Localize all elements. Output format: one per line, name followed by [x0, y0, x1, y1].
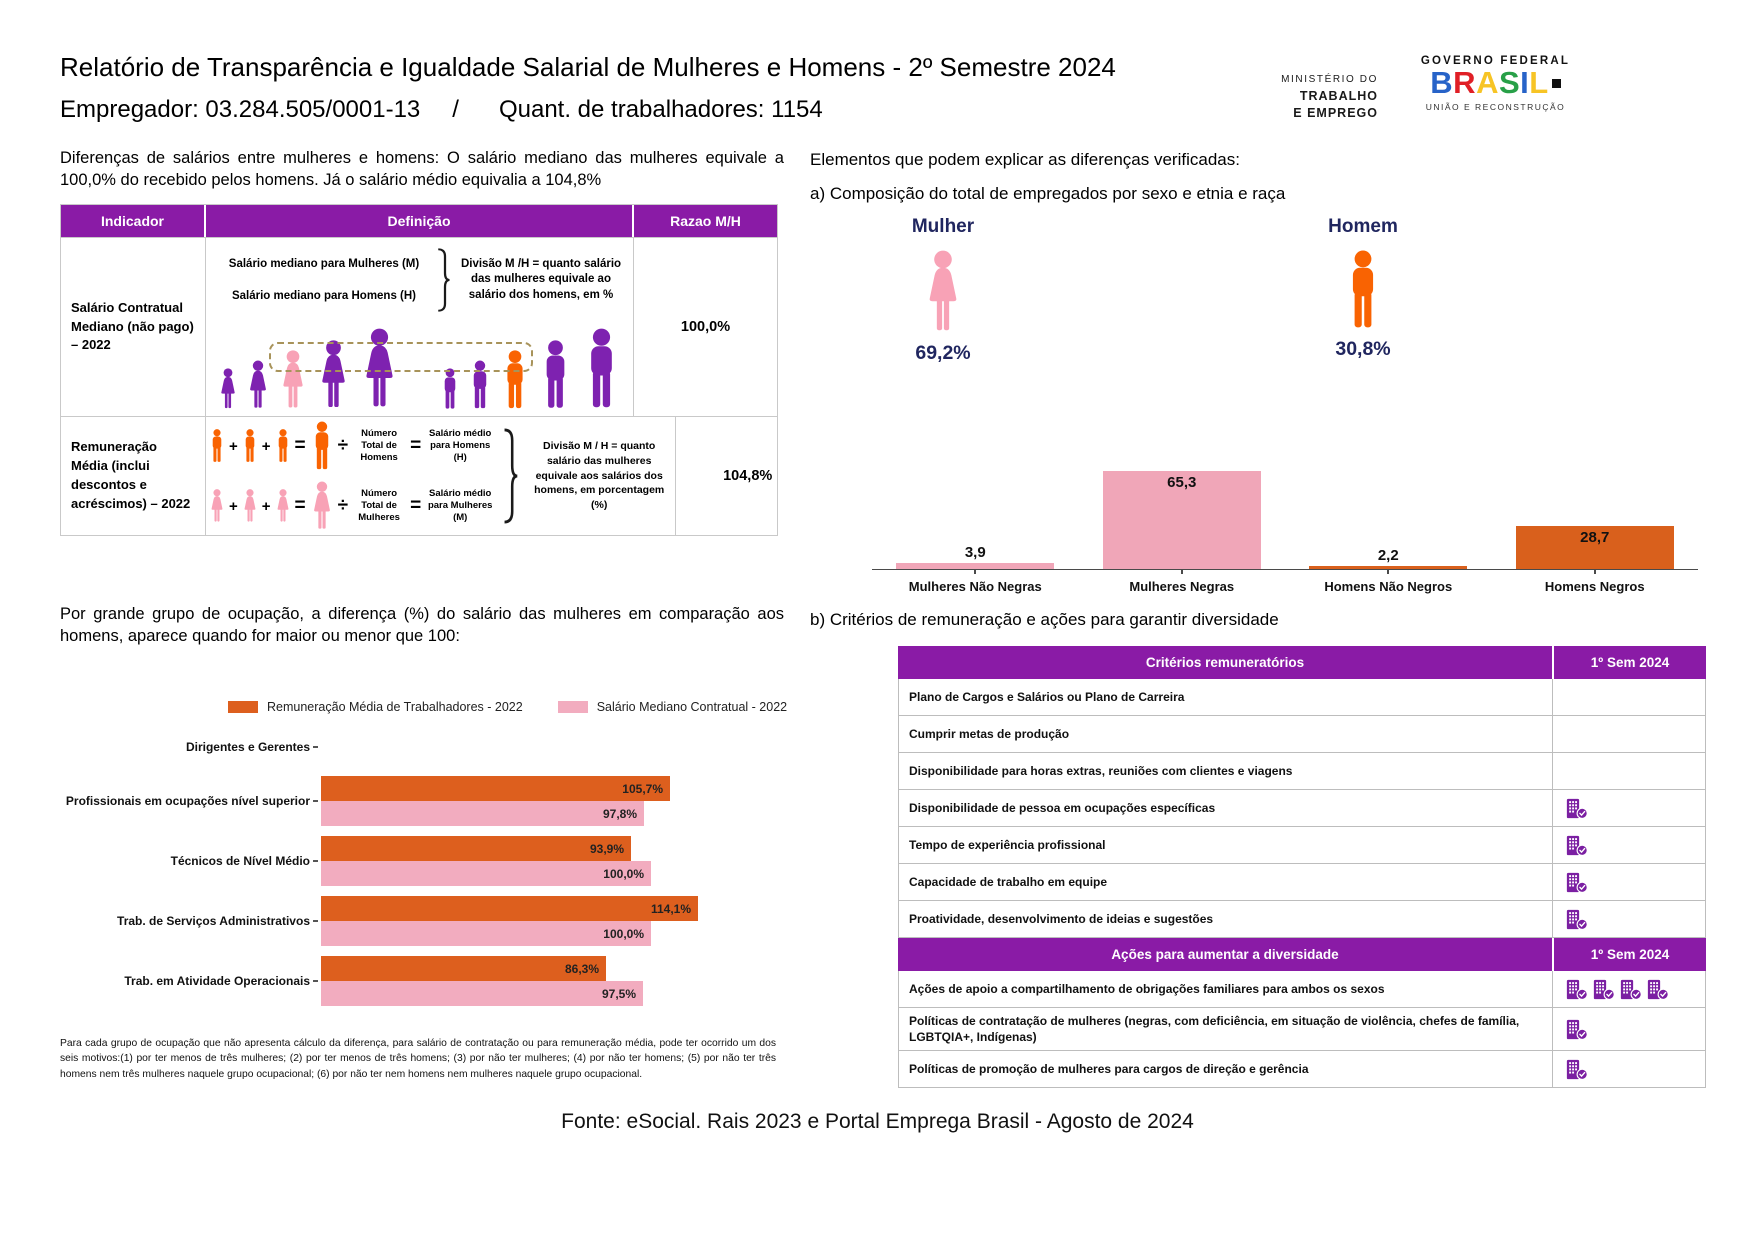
axis-tick — [313, 920, 318, 922]
col-razao: Razao M/H — [670, 213, 741, 229]
bar-value-label: 97,5% — [601, 986, 636, 1001]
criteria-row — [898, 901, 1706, 938]
razao-median-value: 100,0% — [680, 319, 731, 335]
company-check-icon — [1565, 1019, 1588, 1040]
criteria-label: Proatividade, desenvolvimento de ideias e sugestões — [899, 901, 1553, 937]
ethnic-bar-area — [872, 430, 1079, 570]
median-women-label: Salário mediano para Mulheres (M) — [228, 258, 420, 270]
male-icon — [537, 340, 574, 410]
ethnic-bar — [1309, 566, 1467, 569]
axis-tick — [313, 746, 318, 748]
homem-percentage: 30,8% — [1335, 338, 1391, 360]
table-row — [61, 416, 777, 535]
ethnic-bar-area — [1285, 430, 1492, 570]
ethnic-column — [872, 430, 1079, 594]
criteria-check-cell — [1553, 827, 1705, 863]
criteria-check-cell — [1553, 753, 1705, 789]
company-check-icon — [1619, 979, 1642, 1000]
criteria-check-cell — [1553, 716, 1705, 752]
ministry-line: TRABALHO — [1299, 89, 1378, 103]
occupation-row — [60, 956, 782, 1006]
axis-tick — [1181, 570, 1183, 574]
criteria-label: Plano de Cargos e Salários ou Plano de Carreira — [899, 679, 1553, 715]
median-highlight-box — [269, 342, 533, 372]
definition-cell — [206, 238, 634, 416]
equals-sign: = — [410, 495, 422, 516]
male-icon — [309, 421, 335, 471]
elements-title: Elementos que podem explicar as diferenças verificadas: — [810, 150, 1240, 169]
female-icon — [245, 360, 271, 410]
ethnic-column — [1492, 430, 1699, 594]
equals-sign: = — [294, 435, 306, 456]
female-icon — [241, 489, 259, 523]
occupation-bars — [321, 896, 698, 946]
brand-letter: R — [1453, 65, 1477, 100]
female-icon — [309, 481, 335, 531]
male-icon — [1342, 250, 1384, 330]
source-line: Fonte: eSocial. Rais 2023 e Portal Emprega Brasil - Agosto de 2024 — [561, 1110, 1194, 1133]
occupation-category-label: Trab. de Serviços Administrativos — [117, 914, 310, 928]
criteria-row — [898, 864, 1706, 901]
occupation-row — [60, 836, 782, 886]
criteria-title: b) Critérios de remuneração e ações para garantir diversidade — [810, 610, 1279, 629]
ethnic-category-label: Mulheres Negras — [1129, 579, 1235, 594]
plus-sign: + — [261, 437, 271, 455]
female-icon — [921, 250, 965, 334]
bar-value-label: 3,9 — [964, 544, 986, 561]
company-check-icon — [1565, 835, 1588, 856]
bar-salario-mediano — [321, 921, 651, 946]
indicator-name: Salário Contratual Mediano (não pago) – 2022 — [61, 238, 206, 416]
definition-cell — [206, 417, 676, 535]
axis-tick — [313, 980, 318, 982]
brand-letter: A — [1476, 65, 1499, 100]
brace-icon — [436, 248, 451, 312]
equals-sign: = — [294, 495, 306, 516]
bar-remuneracao-media — [321, 956, 606, 981]
plus-sign: + — [261, 497, 271, 515]
criteria-check-cell — [1553, 1051, 1705, 1087]
axis-tick — [313, 800, 318, 802]
bar-value-label: 93,9% — [589, 841, 624, 856]
bar-remuneracao-media — [321, 776, 670, 801]
company-check-icon — [1565, 979, 1588, 1000]
homem-label: Homem — [1328, 216, 1398, 237]
legend-label: Remuneração Média de Trabalhadores - 2022 — [267, 700, 523, 714]
criteria-row — [898, 679, 1706, 716]
bar-remuneracao-media — [321, 896, 698, 921]
criteria-label: Ações de apoio a compartilhamento de obrigações familiares para ambos os sexos — [899, 971, 1553, 1007]
actions-header-period: 1º Sem 2024 — [1590, 947, 1670, 962]
ethnic-column — [1285, 430, 1492, 594]
male-icon — [274, 429, 292, 463]
criteria-check-cell — [1553, 790, 1705, 826]
bar-value-label: 86,3% — [564, 961, 599, 976]
actions-header-row — [898, 938, 1706, 971]
composition-title: a) Composição do total de empregados por sexo e etnia e raça — [810, 184, 1286, 203]
ethnic-category-label: Homens Negros — [1544, 579, 1645, 594]
brand-letter: I — [1520, 65, 1530, 100]
separator: / — [452, 96, 459, 123]
ethnic-bar — [1516, 526, 1674, 569]
plus-sign: + — [229, 497, 238, 515]
criteria-header-period: 1º Sem 2024 — [1590, 655, 1670, 670]
axis-tick — [1387, 570, 1389, 574]
division-explainer: Divisão M / H = quanto salário das mulheres equivale aos salários dos homens, em porcentagem (%) — [534, 440, 665, 512]
criteria-label: Disponibilidade para horas extras, reuniões com clientes e viagens — [899, 753, 1553, 789]
legend-label: Salário Mediano Contratual - 2022 — [596, 700, 788, 714]
brand-letter: S — [1498, 65, 1521, 100]
company-check-icon — [1565, 1059, 1588, 1080]
criteria-row — [898, 1051, 1706, 1088]
female-icon — [217, 368, 239, 410]
bar-value-label: 100,0% — [603, 866, 644, 881]
female-icon — [208, 489, 226, 523]
indicator-table — [60, 204, 778, 536]
brand-letter: L — [1529, 65, 1549, 100]
workers-count: Quant. de trabalhadores: 1154 — [498, 96, 823, 123]
equals-sign: = — [410, 435, 422, 456]
occupation-row — [60, 776, 782, 826]
razao-average-value: 104,8% — [723, 468, 773, 484]
occupation-row — [60, 896, 782, 946]
men-average-formula — [208, 421, 496, 471]
mulher-group — [858, 216, 1028, 365]
employer-value: Empregador: 03.284.505/0001-13 — [60, 96, 421, 123]
actions-header-label: Ações para aumentar a diversidade — [898, 938, 1554, 971]
occupation-row — [60, 736, 782, 758]
occupation-category-label: Técnicos de Nível Médio — [170, 854, 310, 868]
company-check-icon — [1565, 872, 1588, 893]
men-total-label: Número Total de Homens — [360, 428, 398, 463]
salary-difference-summary: Diferenças de salários entre mulheres e homens: O salário mediano das mulheres equivale a 100,0% do recebido pelos homens. Já o salário médio equivalia a 104,8% — [60, 149, 784, 189]
bar-value-label: 65,3 — [1167, 474, 1197, 491]
gov-brasil-wordmark — [1398, 67, 1593, 100]
criteria-row — [898, 753, 1706, 790]
bar-value-label: 2,2 — [1377, 547, 1399, 564]
occupation-bars — [321, 836, 651, 886]
criteria-row — [898, 716, 1706, 753]
criteria-check-cell — [1553, 1008, 1705, 1050]
occupation-bars — [321, 956, 643, 1006]
bar-salario-mediano — [321, 981, 643, 1006]
bar-value-label: 100,0% — [603, 926, 644, 941]
bar-value-label: 28,7 — [1580, 529, 1610, 546]
criteria-row — [898, 790, 1706, 827]
brand-square — [1552, 79, 1561, 88]
employer-line — [60, 96, 823, 124]
criteria-label: Políticas de contratação de mulheres (negras, com deficiência, em situação de violência, chefes de família, LGBTQIA+, Indígenas) — [899, 1008, 1553, 1050]
indicator-name: Remuneração Média (inclui descontos e acréscimos) – 2022 — [61, 417, 206, 535]
bar-salario-mediano — [321, 801, 644, 826]
brand-letter: B — [1430, 65, 1454, 100]
company-check-icon — [1592, 979, 1615, 1000]
axis-tick — [974, 570, 976, 574]
women-average-label: Salário médio para Mulheres (M) — [427, 488, 493, 523]
criteria-label: Políticas de promoção de mulheres para cargos de direção e gerência — [899, 1051, 1553, 1087]
gov-bottom-label: UNIÃO E RECONSTRUÇÃO — [1425, 101, 1566, 112]
median-men-label: Salário mediano para Homens (H) — [231, 290, 417, 302]
male-icon — [208, 429, 226, 463]
criteria-row — [898, 971, 1706, 1008]
axis-tick — [313, 860, 318, 862]
criteria-label: Cumprir metas de produção — [899, 716, 1553, 752]
ethnic-category-label: Homens Não Negros — [1324, 579, 1453, 594]
company-check-icon — [1565, 798, 1588, 819]
bar-remuneracao-media — [321, 836, 631, 861]
population-illustration — [217, 318, 623, 410]
occupation-category-label: Dirigentes e Gerentes — [185, 740, 310, 754]
ethnic-bar — [1103, 471, 1261, 569]
criteria-table — [898, 646, 1706, 1088]
division-explainer: Divisão M /H = quanto salário das mulheres equivale ao salário dos homens, em % — [460, 257, 622, 301]
criteria-label: Tempo de experiência profissional — [899, 827, 1553, 863]
company-check-icon — [1565, 909, 1588, 930]
bar-value-label: 114,1% — [650, 901, 691, 916]
women-total-label: Número Total de Mulheres — [358, 488, 400, 523]
criteria-row — [898, 827, 1706, 864]
divide-sign: ÷ — [337, 435, 349, 456]
bar-salario-mediano — [321, 861, 651, 886]
occupation-category-label: Trab. em Atividade Operacionais — [124, 974, 310, 988]
male-icon — [439, 368, 461, 410]
men-average-label: Salário médio para Homens (H) — [429, 428, 492, 463]
ethnic-column — [1079, 430, 1286, 594]
plus-sign: + — [229, 437, 238, 455]
criteria-row — [898, 1008, 1706, 1051]
divide-sign: ÷ — [337, 495, 349, 516]
col-definicao: Definição — [206, 205, 634, 237]
criteria-header-row — [898, 646, 1706, 679]
occupation-chart-title: Por grande grupo de ocupação, a diferença (%) do salário das mulheres em comparação aos homens, aparece quando for maior ou menor que 100: — [60, 605, 784, 645]
col-indicador: Indicador — [61, 205, 206, 237]
female-icon — [274, 489, 292, 523]
ethnic-bar — [896, 563, 1054, 569]
male-icon — [241, 429, 259, 463]
occupation-bars — [321, 776, 670, 826]
ethnic-category-label: Mulheres Não Negras — [908, 579, 1042, 594]
criteria-check-cell — [1553, 679, 1705, 715]
footnote-text: Para cada grupo de ocupação que não apresenta cálculo da diferença, para salário de contratação ou para remuneração média, pode ter ocorrido um dos seis motivos:(1) por ter menos de três mulheres; (2) por ter menos de três homens; (3) por não ter mulheres; (4) por não ter homens; (5) por não ter três homens nem três mulheres naquele grupo ocupacional; (6) por não ter nem homens nem mulheres naquele grupo ocupacional. — [60, 1038, 776, 1080]
criteria-check-cell — [1553, 971, 1705, 1007]
criteria-header-label: Critérios remuneratórios — [898, 646, 1554, 679]
ministry-line: E EMPREGO — [1293, 105, 1378, 120]
occupation-chart — [60, 736, 782, 1016]
axis-tick — [1594, 570, 1596, 574]
ethnic-bar-area — [1492, 430, 1699, 570]
gov-top-label: GOVERNO FEDERAL — [1420, 55, 1571, 67]
ministry-logo — [1256, 74, 1378, 122]
indicator-table-header — [61, 205, 777, 237]
occupation-category-label: Profissionais em ocupações nível superior — [65, 794, 310, 808]
ethnic-composition-chart — [872, 430, 1698, 594]
ministry-line: MINISTÉRIO DO — [1281, 74, 1378, 85]
ethnic-bar-area — [1079, 430, 1286, 570]
page-title: Relatório de Transparência e Igualdade Salarial de Mulheres e Homens - 2º Semestre 2024 — [60, 52, 1116, 82]
table-row — [61, 237, 777, 416]
legend-swatch-mediano — [558, 701, 588, 713]
bar-value-label: 97,8% — [602, 806, 637, 821]
mulher-label: Mulher — [911, 216, 975, 237]
governo-federal-logo — [1398, 55, 1593, 112]
criteria-check-cell — [1553, 864, 1705, 900]
mulher-percentage: 69,2% — [915, 342, 971, 364]
criteria-label: Capacidade de trabalho em equipe — [899, 864, 1553, 900]
bar-value-label: 105,7% — [622, 781, 663, 796]
legend-swatch-remuneracao — [228, 701, 258, 713]
company-check-icon — [1646, 979, 1669, 1000]
criteria-label: Disponibilidade de pessoa em ocupações específicas — [899, 790, 1553, 826]
criteria-check-cell — [1553, 901, 1705, 937]
brace-icon — [502, 428, 519, 524]
women-average-formula — [208, 481, 496, 531]
homem-group — [1278, 216, 1448, 361]
male-icon — [580, 328, 623, 410]
chart-legend — [228, 700, 813, 714]
